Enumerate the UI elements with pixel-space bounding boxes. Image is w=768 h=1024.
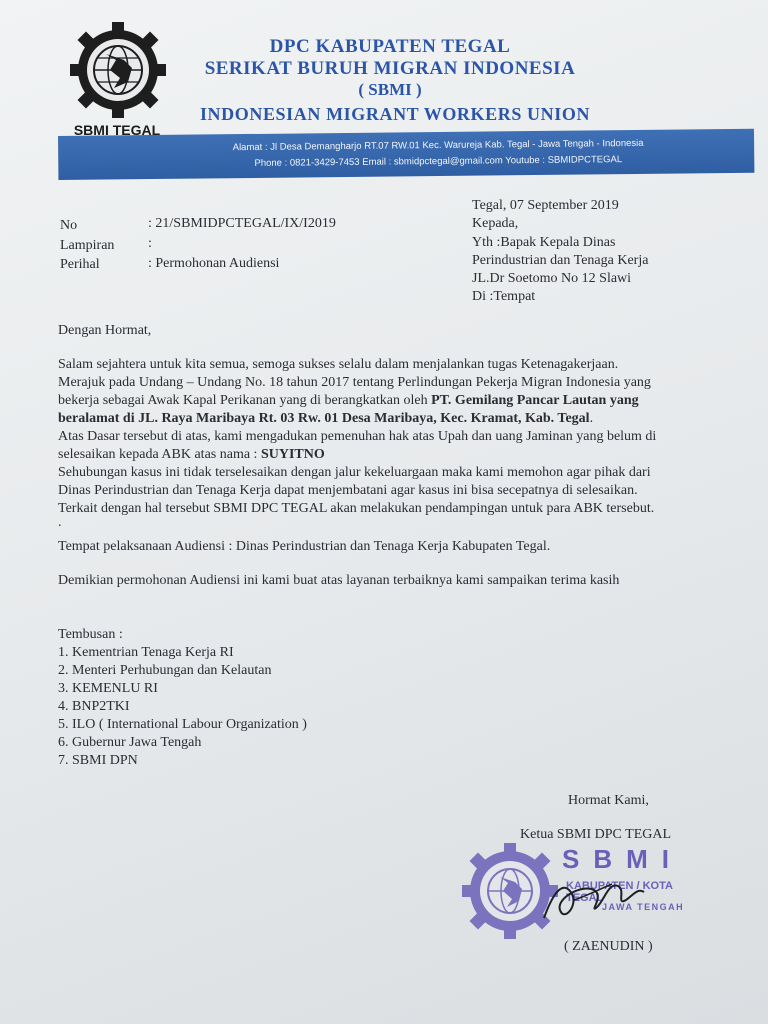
paragraph-text: . — [589, 411, 594, 426]
paragraph-location: Tempat pelaksanaan Audiensi : Dinas Perindustrian dan Tenaga Kerja Kabupaten Tegal. — [58, 539, 551, 554]
recipient-kepada: Kepada, — [472, 216, 519, 231]
official-stamp — [462, 840, 702, 940]
abk-name: SUYITNO — [260, 447, 325, 462]
stamp-region: KABUPATEN / KOTA TEGAL — [566, 880, 673, 904]
paragraph-closing: Demikian permohonan Audiensi ini kami buat atas layanan terbaiknya kami sampaikan terima kasih — [58, 573, 620, 588]
no-label: No — [60, 218, 78, 233]
recipient-line3: JL.Dr Soetomo No 12 Slawi — [472, 271, 632, 286]
paragraph-line: Terkait dengan hal tersebut SBMI DPC TEGAL akan melakukan pendampingan untuk para ABK tersebut. — [58, 501, 655, 516]
greeting: Dengan Hormat, — [58, 323, 152, 338]
stamp-sbmi-letters: SBMI — [562, 844, 683, 874]
org-title-line4: INDONESIAN MIGRANT WORKERS UNION — [199, 104, 591, 124]
stamp-province: JAWA TENGAH — [602, 902, 685, 912]
paragraph-line — [58, 410, 593, 428]
paragraph-line — [58, 446, 325, 464]
handwritten-signature — [534, 860, 654, 930]
list-item: 4. BNP2TKI — [58, 699, 130, 714]
paragraph-text: bekerja sebagai Awak Kapal Perikanan yang di berangkatkan oleh — [58, 393, 432, 408]
list-item: 3. KEMENLU RI — [58, 681, 158, 696]
letter-date: Tegal, 07 September 2019 — [472, 198, 619, 213]
no-value: : 21/SBMIDPCTEGAL/IX/I2019 — [148, 216, 336, 231]
sbmi-logo — [62, 20, 172, 138]
org-title-line2: SERIKAT BURUH MIGRAN INDONESIA — [204, 58, 576, 79]
lampiran-value: : — [148, 236, 152, 251]
paragraph-line: Sehubungan kasus ini tidak terselesaikan dengan jalur kekeluargaan maka kami memohon agar pihak dari — [58, 465, 651, 480]
recipient-line4: Di :Tempat — [472, 289, 536, 304]
logo-caption: SBMI TEGAL — [73, 122, 161, 138]
address-text: Alamat : Jl Desa Demangharjo RT.07 RW.01 Kec. Warureja Kab. Tegal - Jawa Tengah - Indonesia — [232, 137, 644, 154]
org-title-line3: ( SBMI ) — [358, 80, 422, 99]
tembusan-label: Tembusan : — [58, 627, 123, 642]
contact-text: Phone : 0821-3429-7453 Email : sbmidpctegal@gmail.com Youtube : SBMIDPCTEGAL — [254, 154, 623, 169]
signatory-name: ( ZAENUDIN ) — [564, 939, 653, 954]
paragraph-line: . — [58, 515, 62, 530]
signatory-role: Ketua SBMI DPC TEGAL — [520, 827, 672, 842]
list-item: 6. Gubernur Jawa Tengah — [58, 735, 202, 750]
company-name: PT. Gemilang Pancar Lautan yang — [431, 393, 639, 408]
contact-bar — [58, 129, 754, 180]
paragraph-line: Salam sejahtera untuk kita semua, semoga sukses selalu dalam menjalankan tugas Ketenagakerjaan. — [58, 357, 619, 372]
perihal-value: : Permohonan Audiensi — [148, 256, 280, 271]
closing-salutation: Hormat Kami, — [568, 793, 649, 808]
org-title-line1: DPC KABUPATEN TEGAL — [269, 36, 511, 57]
lampiran-label: Lampiran — [60, 238, 115, 253]
paragraph-line: Merajuk pada Undang – Undang No. 18 tahun 2017 tentang Perlindungan Pekerja Migran Indonesia yang — [58, 375, 651, 390]
recipient-line2: Perindustrian dan Tenaga Kerja — [472, 253, 649, 268]
paragraph-line: Dinas Perindustrian dan Tenaga Kerja dapat menjembatani agar kasus ini bisa secepatnya di selesaikan. — [58, 483, 638, 498]
paragraph-line: Atas Dasar tersebut di atas, kami mengadukan pemenuhan hak atas Upah dan uang Jaminan yang belum di — [58, 429, 657, 444]
gear-globe-icon — [70, 20, 166, 118]
list-item: 5. ILO ( International Labour Organization ) — [58, 717, 307, 732]
paragraph-line — [58, 392, 639, 410]
list-item: 1. Kementrian Tenaga Kerja RI — [58, 645, 234, 660]
list-item: 7. SBMI DPN — [58, 753, 138, 768]
perihal-label: Perihal — [60, 257, 100, 272]
paragraph-text: selesaikan kepada ABK atas nama : — [58, 447, 261, 462]
recipient-line1: Yth :Bapak Kepala Dinas — [472, 235, 616, 250]
list-item: 2. Menteri Perhubungan dan Kelautan — [58, 663, 272, 678]
company-address: beralamat di JL. Raya Maribaya Rt. 03 Rw. 01 Desa Maribaya, Kec. Kramat, Kab. Tegal — [58, 411, 590, 426]
